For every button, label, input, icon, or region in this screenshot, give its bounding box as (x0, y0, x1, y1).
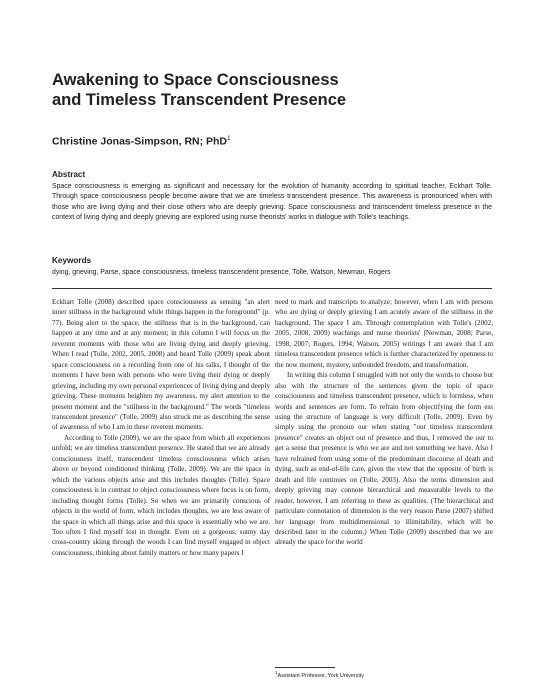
body-paragraph: In writing this column I struggled with not only the words to choose but also with the structure of the sentences given the topic of space consciousness and timeless transcendent presence, which is formless, when words and sentences are form. To refrain from objectifying the form ess using the structure of language is very difficult (Tolle, 2009). Even by simply using the pronoun our when stating "our timeless transcendent presence" creates an object out of presence and thus, I removed the our to get a sense that presence is who we are and not something we have. Also I have refrained from using some of the predominant discourse of death and dying, such as end-of-life care, given the view that the opposite of birth is death and life continues on (Tolle, 2003). Also the terms dimension and deeply grieving may connote hierarchical and measurable levels to the reader, however, I am referring to these as qualities. (The hierarchical and particulate connotation of dimension is the very reason Parse (2007) shifted her language from multidimensional to illimitability, which will be described later in the column.) When Tolle (2009) described that we are already the space for the world (275, 371, 493, 547)
title-line-1: Awakening to Space Consciousness (52, 71, 339, 89)
footnote-text: Assistant Professor, York University (277, 672, 365, 679)
footnote (275, 670, 364, 679)
footnote-mark: 1 (275, 670, 278, 675)
body-column-left (52, 297, 270, 558)
keywords-heading: Keywords (52, 256, 92, 265)
author-name: Christine Jonas-Simpson, RN; PhD (52, 135, 228, 148)
article-title (52, 70, 492, 110)
author-affiliation-mark: 1 (227, 135, 231, 142)
body-paragraph: Eckhart Tolle (2008) described space consciousness as sensing "an alert inner stillness in the background while things happen in the foreground" (p. 77). Being alert to the space, the stillness that is in the background, can happen at any time and at any moment; in this column I will focus on the reverent moments with those who are living dying and deeply grieving. When I read (Tolle, 2002, 2005, 2008) and heard Tolle (2009) speak about space consciousness on a recording from one of his talks, I thought of the moments I have been with persons who were living their dying or deeply grieving, including my own personal experiences of living dying and deeply grieving. These moments heighten my awareness, my alert attention to the present moment and the "stillness in the background." The words "timeless transcendent presence" (Tolle, 2009) also struck me as describing the sense of awareness of who I am in these reverent moments. (52, 298, 270, 432)
abstract-heading: Abstract (52, 170, 86, 179)
section-divider (52, 288, 492, 289)
abstract-text: Space consciousness is emerging as significant and necessary for the evolution of humanity according to spiritual teacher, Eckhart Tolle. Through space consciousness people become aware that we are timeless transcendent presence. This awareness is pronounced when with those who are living dying and their close others who are deeply grieving. Space consciousness and transcendent timeless presence in the context of living dying and deeply grieving are explored using nurse theorists' works in dialogue with Tolle's teachings. (52, 183, 492, 222)
author-line (52, 135, 231, 148)
footnote-rule (275, 667, 335, 668)
title-line-2: and Timeless Transcendent Presence (52, 91, 347, 109)
keywords-text: dying, grieving, Parse, space consciousness, timeless transcendent presence, Tolle, Watson, Newman, Rogers (52, 269, 391, 276)
body-paragraph: According to Tolle (2009), we are the space from which all experiences unfold; we are timeless transcendent presence. He stated that we are already consciousness itself, transcendent timeless consciousness which arises above or beyond conditioned thinking (Tolle, 2009). We are the space in which the various objects arise and this includes thoughts (Tolle). Space consciousness is in contrast to object consciousness where focus is on form, including thought forms (Tolle). So when we are primarily conscious of objects in the world of form, which includes thoughts, we are less aware of the space in which all things arise and this space is essentially who we are. Too often I find myself lost in thought. Even on a gorgeous, sunny day cross-country skiing through the woods I can find myself engaged in object consciousness, thinking about family matters or how many papers I (52, 433, 270, 557)
body-column-right (275, 297, 493, 548)
body-paragraph: need to mark and transcripts to analyze; however, when I am with persons who are dying or deeply grieving I am acutely aware of the stillness in the background. The space I am. Through contemplation with Tolle's (2002, 2005, 2008, 2009) teachings and nurse theorists' (Newman, 2008; Parse, 1998, 2007; Rogers, 1994; Watson, 2005) writings I am aware that I am timeless transcendent presence which is further characterized by openness to the now moment, mystery, unbounded freedom, and transformation. (275, 298, 493, 369)
